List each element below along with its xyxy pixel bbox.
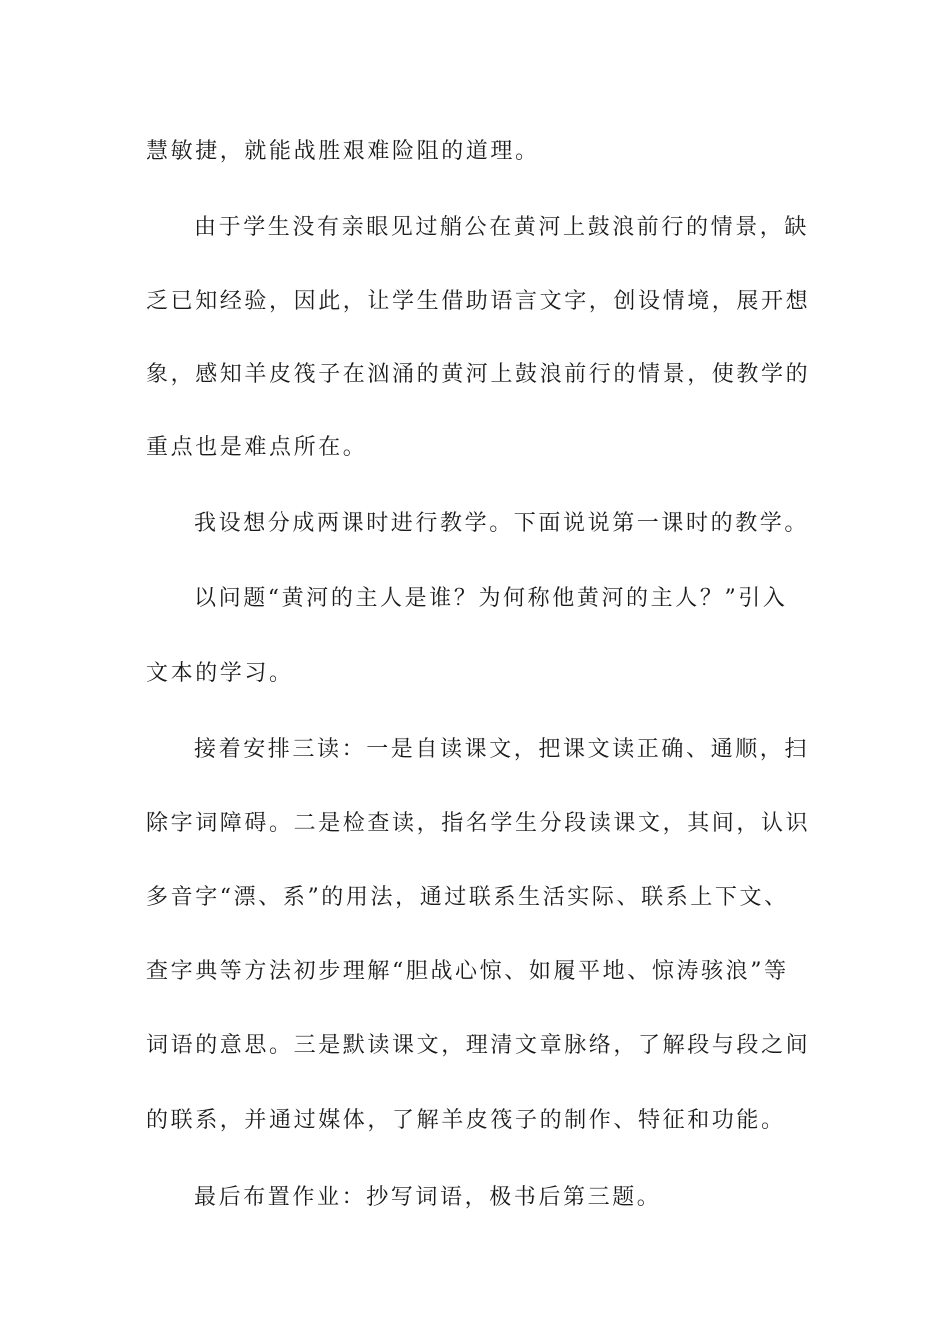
text-line-11: 多音字“漂、系”的用法，通过联系生活实际、联系上下文、 <box>146 885 789 910</box>
text-line-9: 接着安排三读：一是自读课文，把课文读正确、通顺，扫 <box>194 737 810 762</box>
text-line-12: 查字典等方法初步理解“胆战心惊、如履平地、惊涛骇浪”等 <box>146 959 789 984</box>
text-line-6: 我设想分成两课时进行教学。下面说说第一课时的教学。 <box>194 511 810 536</box>
text-line-14: 的联系，并通过媒体，了解羊皮筏子的制作、特征和功能。 <box>146 1108 786 1133</box>
text-line-5: 重点也是难点所在。 <box>146 435 368 460</box>
text-line-7: 以问题“黄河的主人是谁？为何称他黄河的主人？”引入 <box>194 586 788 611</box>
text-line-10: 除字词障碍。二是检查读，指名学生分段读课文，其间，认识 <box>146 811 811 836</box>
text-line-4: 象，感知羊皮筏子在汹涌的黄河上鼓浪前行的情景，使教学的 <box>146 362 811 387</box>
text-line-3: 乏已知经验，因此，让学生借助语言文字，创设情境，展开想 <box>146 289 811 314</box>
text-line-1: 慧敏捷，就能战胜艰难险阻的道理。 <box>146 139 540 164</box>
text-line-2: 由于学生没有亲眼见过艄公在黄河上鼓浪前行的情景，缺 <box>194 215 810 240</box>
text-line-15: 最后布置作业：抄写词语，极书后第三题。 <box>194 1185 662 1210</box>
text-line-8: 文本的学习。 <box>146 661 294 686</box>
text-line-13: 词语的意思。三是默读课文，理清文章脉络，了解段与段之间 <box>146 1033 811 1058</box>
